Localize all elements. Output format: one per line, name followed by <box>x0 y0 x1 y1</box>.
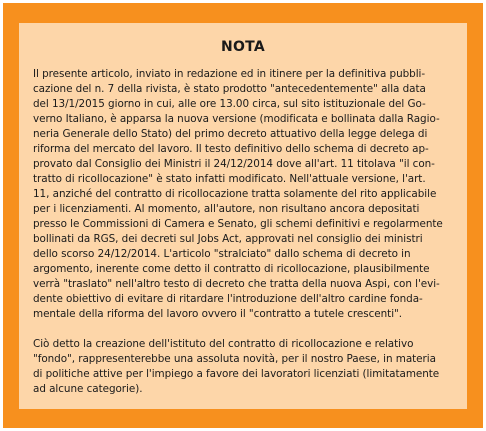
note-paragraph-1: Il presente articolo, inviato in redazione ed in itinere per la definitiva pubbli- cazione del n. 7 della rivista, è stato prodotto "antecedentemente" alla data del 13/1/2015 giorno in cui, alle ore 13.00 circa, sul sito istituzionale del Go- verno Italiano, è apparsa la nuova versione (modificata e bollinata dalla Ragio- neria Generale dello Stato) del primo decreto attuativo della legge delega di riforma del mercato del lavoro. Il testo definitivo dello schema di decreto ap- provato dal Consiglio dei Ministri il 24/12/2014 dove all'art. 11 titolava "il con- tratto di ricollocazione" è stato infatti modificato. Nell'attuale versione, l'art. 11, anziché del contratto di ricollocazione tratta solamente del rito applicabile per i licenziamenti. Al momento, all'autore, non risultano ancora depositati presso le Commissioni di Camera e Senato, gli schemi definitivi e regolarmente bollinati da RGS, dei decreti sul Jobs Act, approvati nel consiglio dei ministri dello scorso 24/12/2014. L'articolo "stralciato" dallo schema di decreto in argomento, inerente come detto il contratto di ricollocazione, plausibilmente verrà "traslato" nell'altro testo di decreto che tratta della nuova Aspi, con l'evi- dente obiettivo di evitare di ritardare l'introduzione dell'altro cardine fonda- mentale della riforma del lavoro ovvero il "contratto a tutele crescenti". <box>33 68 443 320</box>
note-title: NOTA <box>220 39 266 55</box>
note-paragraph-2: Ciò detto la creazione dell'istituto del contratto di ricollocazione e relativo "fondo", rappresenterebbe una assoluta novità, per il nostro Paese, in materia di politiche attive per l'impiego a favore dei lavoratori licenziati (limitatamente ad alcune categorie). <box>33 338 440 395</box>
note-frame <box>3 3 483 428</box>
note-box <box>19 23 467 409</box>
